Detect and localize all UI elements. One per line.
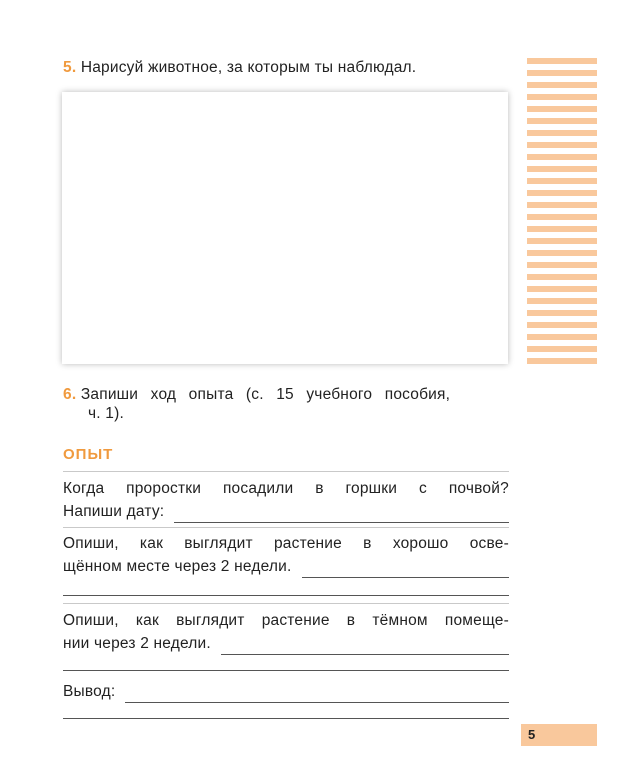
word: посадили [222, 480, 294, 497]
stripe [527, 358, 597, 364]
task-6-text-line1: Запиши ход опыта (с. 15 учебного пособия, [80, 386, 451, 403]
stripe [527, 202, 597, 208]
word: в [363, 535, 372, 552]
word: в [346, 612, 356, 629]
stripe [527, 214, 597, 220]
word: хорошо [392, 535, 449, 552]
question-lit-plant [63, 532, 509, 578]
date-answer-line[interactable] [174, 506, 509, 523]
page-number-tab [521, 724, 597, 746]
conclusion-row [63, 680, 509, 703]
word: помеще- [444, 612, 509, 629]
stripe [527, 94, 597, 100]
divider-2 [63, 603, 509, 604]
question-dark-plant [63, 609, 509, 655]
stripe [527, 154, 597, 160]
stripe [527, 178, 597, 184]
dark-plant-answer-line-2[interactable] [63, 670, 509, 671]
task-5-number: 5. [63, 59, 77, 76]
conclusion-answer-line[interactable] [125, 686, 509, 703]
decorative-stripes [527, 58, 597, 370]
stripe [527, 106, 597, 112]
stripe [527, 298, 597, 304]
task-6-heading [63, 385, 509, 423]
stripe [527, 58, 597, 64]
word: горшки [345, 480, 398, 497]
stripe [527, 238, 597, 244]
question-1-line2: Напиши дату: [63, 503, 165, 520]
question-3-line2: нии через 2 недели. [63, 635, 211, 652]
stripe [527, 142, 597, 148]
stripe [527, 310, 597, 316]
stripe [527, 190, 597, 196]
conclusion-label: Вывод: [63, 683, 116, 700]
word: осве- [469, 535, 509, 552]
stripe [527, 118, 597, 124]
task-5-heading [63, 58, 509, 77]
question-1-line1 [63, 477, 509, 500]
question-2-line1 [63, 532, 509, 555]
stripe [527, 274, 597, 280]
stripe [527, 322, 597, 328]
dark-plant-answer-line[interactable] [221, 638, 509, 655]
task-5-text: Нарисуй животное, за которым ты наблюдал. [80, 59, 417, 76]
word: Опиши, [63, 612, 119, 629]
word: растение [261, 612, 330, 629]
section-title-experiment: ОПЫТ [63, 446, 114, 463]
lit-plant-answer-line-2[interactable] [63, 595, 509, 596]
word: выглядит [176, 612, 245, 629]
stripe [527, 226, 597, 232]
word: тёмном [372, 612, 428, 629]
section-divider [63, 471, 509, 472]
question-planting-date [63, 477, 509, 523]
word: выглядит [184, 535, 253, 552]
stripe [527, 70, 597, 76]
word: растение [273, 535, 342, 552]
conclusion-answer-line-2[interactable] [63, 718, 509, 719]
stripe [527, 286, 597, 292]
stripe [527, 166, 597, 172]
drawing-area[interactable] [62, 92, 508, 364]
page-number: 5 [528, 727, 536, 742]
stripe [527, 250, 597, 256]
question-3-line1 [63, 609, 509, 632]
stripe [527, 334, 597, 340]
word: проростки [126, 480, 202, 497]
task-6-text-line2: ч. 1). [88, 405, 124, 422]
question-2-line2: щённом месте через 2 недели. [63, 558, 292, 575]
stripe [527, 262, 597, 268]
word: как [139, 535, 164, 552]
word: с [419, 480, 427, 497]
divider-1 [63, 527, 509, 528]
stripe [527, 130, 597, 136]
word: Когда [63, 480, 105, 497]
task-6-number: 6. [63, 386, 77, 403]
lit-plant-answer-line[interactable] [302, 561, 510, 578]
word: Опиши, [63, 535, 119, 552]
stripe [527, 82, 597, 88]
word: в [315, 480, 324, 497]
stripe [527, 346, 597, 352]
word: как [135, 612, 159, 629]
word: почвой? [448, 480, 509, 497]
